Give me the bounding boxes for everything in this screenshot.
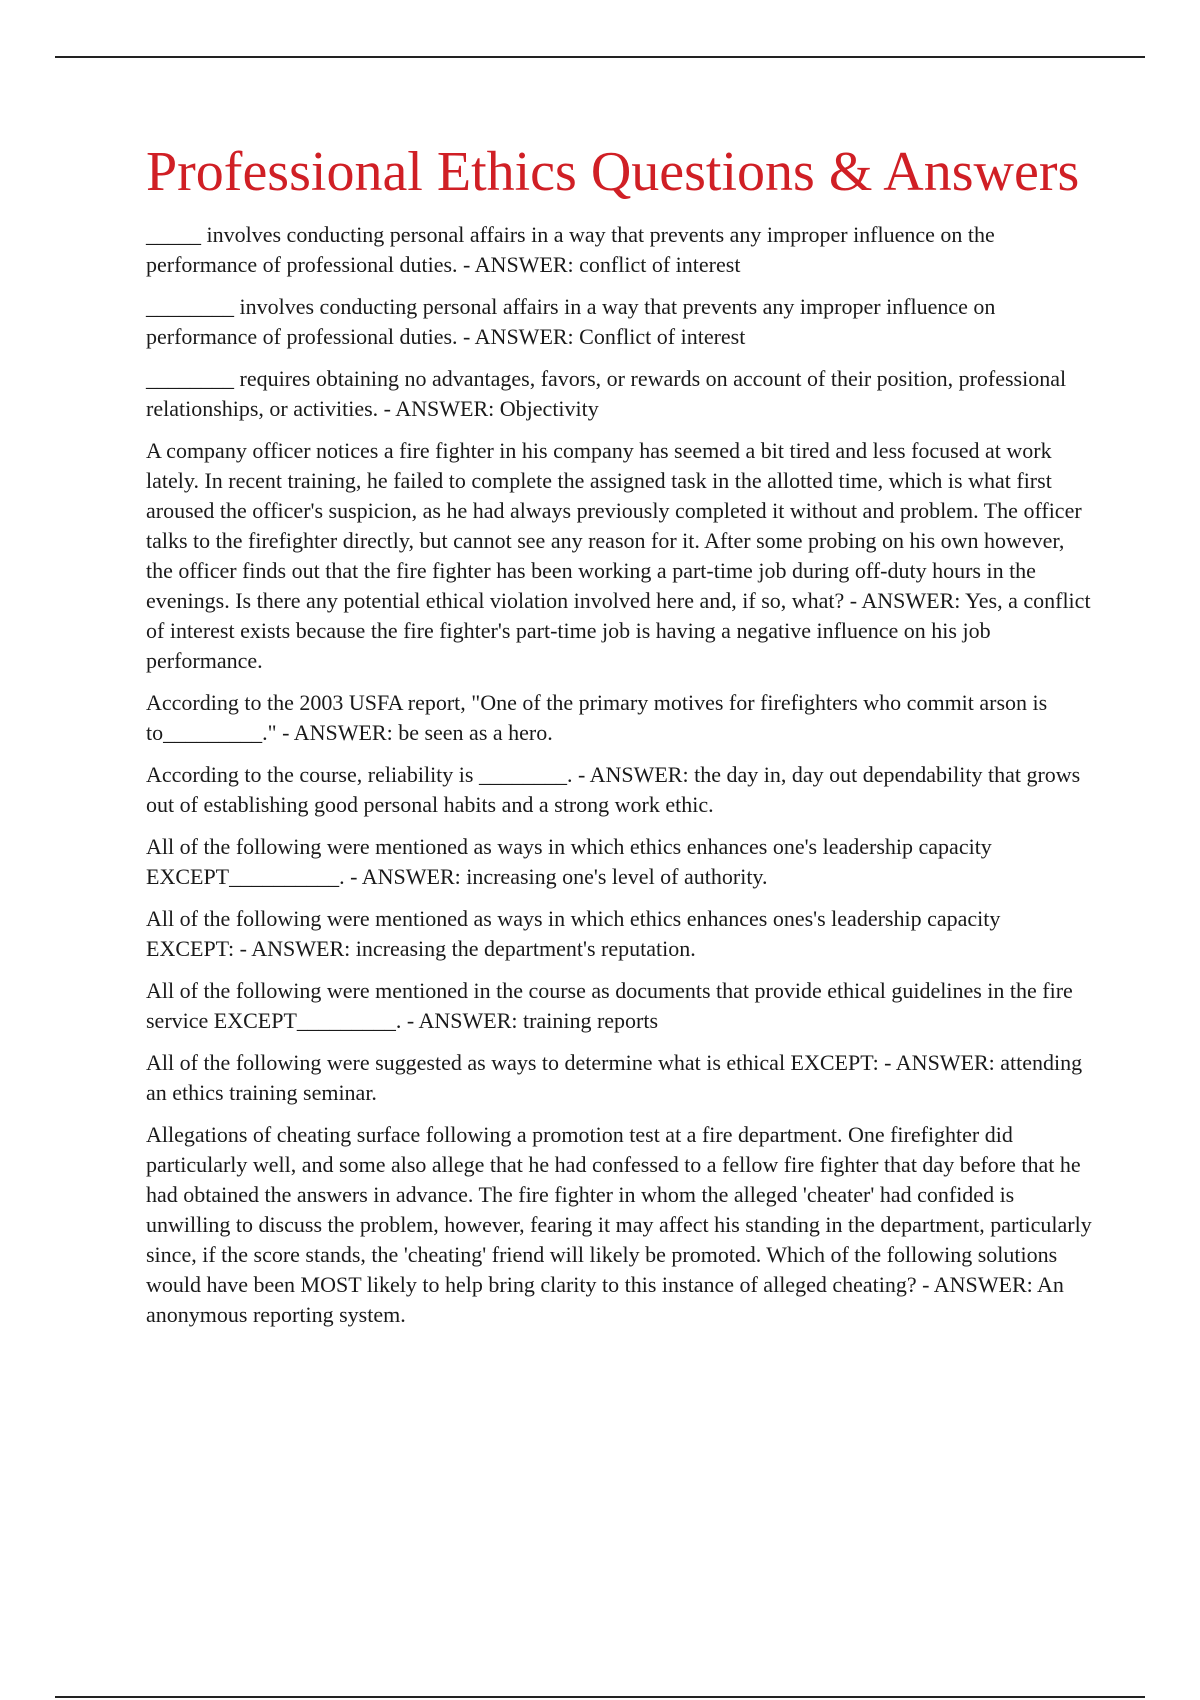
qa-item: A company officer notices a fire fighter in his company has seemed a bit tired and less focused at work lately. In recent training, he failed to complete the assigned task in the allotted time, which is what first aroused the officer's suspicion, as he had always previously completed it without and problem. The officer talks to the firefighter directly, but cannot see any reason for it. After some probing on his own however, the officer finds out that the fire fighter has been working a part-time job during off-duty hours in the evenings. Is there any potential ethical violation involved here and, if so, what? - ANSWER: Yes, a conflict of interest exists because the fire fighter's part-time job is having a negative influence on his job performance. [146, 438, 1091, 673]
qa-item: All of the following were mentioned in the course as documents that provide ethical guidelines in the fire service EXCEPT_________. - ANSWER: training reports [146, 978, 1073, 1033]
document-body [146, 140, 1092, 1342]
top-rule [55, 56, 1145, 58]
document-title: Professional Ethics Questions & Answers [146, 141, 1080, 203]
qa-item: Allegations of cheating surface following a promotion test at a fire department. One firefighter did particularly well, and some also allege that he had confessed to a fellow fire fighter that day before that he had obtained the answers in advance. The fire fighter in whom the alleged 'cheater' had confided is unwilling to discuss the problem, however, fearing it may affect his standing in the department, particularly since, if the score stands, the 'cheating' friend will likely be promoted. Which of the following solutions would have been MOST likely to help bring clarity to this instance of alleged cheating? - ANSWER: An anonymous reporting system. [146, 1122, 1092, 1327]
bottom-rule [55, 1696, 1145, 1698]
qa-item: ________ requires obtaining no advantages, favors, or rewards on account of their position, professional relationships, or activities. - ANSWER: Objectivity [146, 366, 1067, 421]
qa-item: _____ involves conducting personal affairs in a way that prevents any improper influence on the performance of professional duties. - ANSWER: conflict of interest [146, 222, 995, 277]
qa-item: ________ involves conducting personal affairs in a way that prevents any improper influence on performance of professional duties. - ANSWER: Conflict of interest [146, 294, 996, 349]
qa-item: All of the following were mentioned as ways in which ethics enhances ones's leadership capacity EXCEPT: - ANSWER: increasing the department's reputation. [146, 906, 1001, 961]
qa-item: According to the 2003 USFA report, "One of the primary motives for firefighters who commit arson is to_________." - ANSWER: be seen as a hero. [146, 690, 1048, 745]
qa-item: All of the following were mentioned as ways in which ethics enhances one's leadership capacity EXCEPT__________. - ANSWER: increasing one's level of authority. [146, 834, 992, 889]
qa-item: All of the following were suggested as ways to determine what is ethical EXCEPT: - ANSWER: attending an ethics training seminar. [146, 1050, 1083, 1105]
qa-item: According to the course, reliability is ________. - ANSWER: the day in, day out dependability that grows out of establishing good personal habits and a strong work ethic. [146, 762, 1081, 817]
